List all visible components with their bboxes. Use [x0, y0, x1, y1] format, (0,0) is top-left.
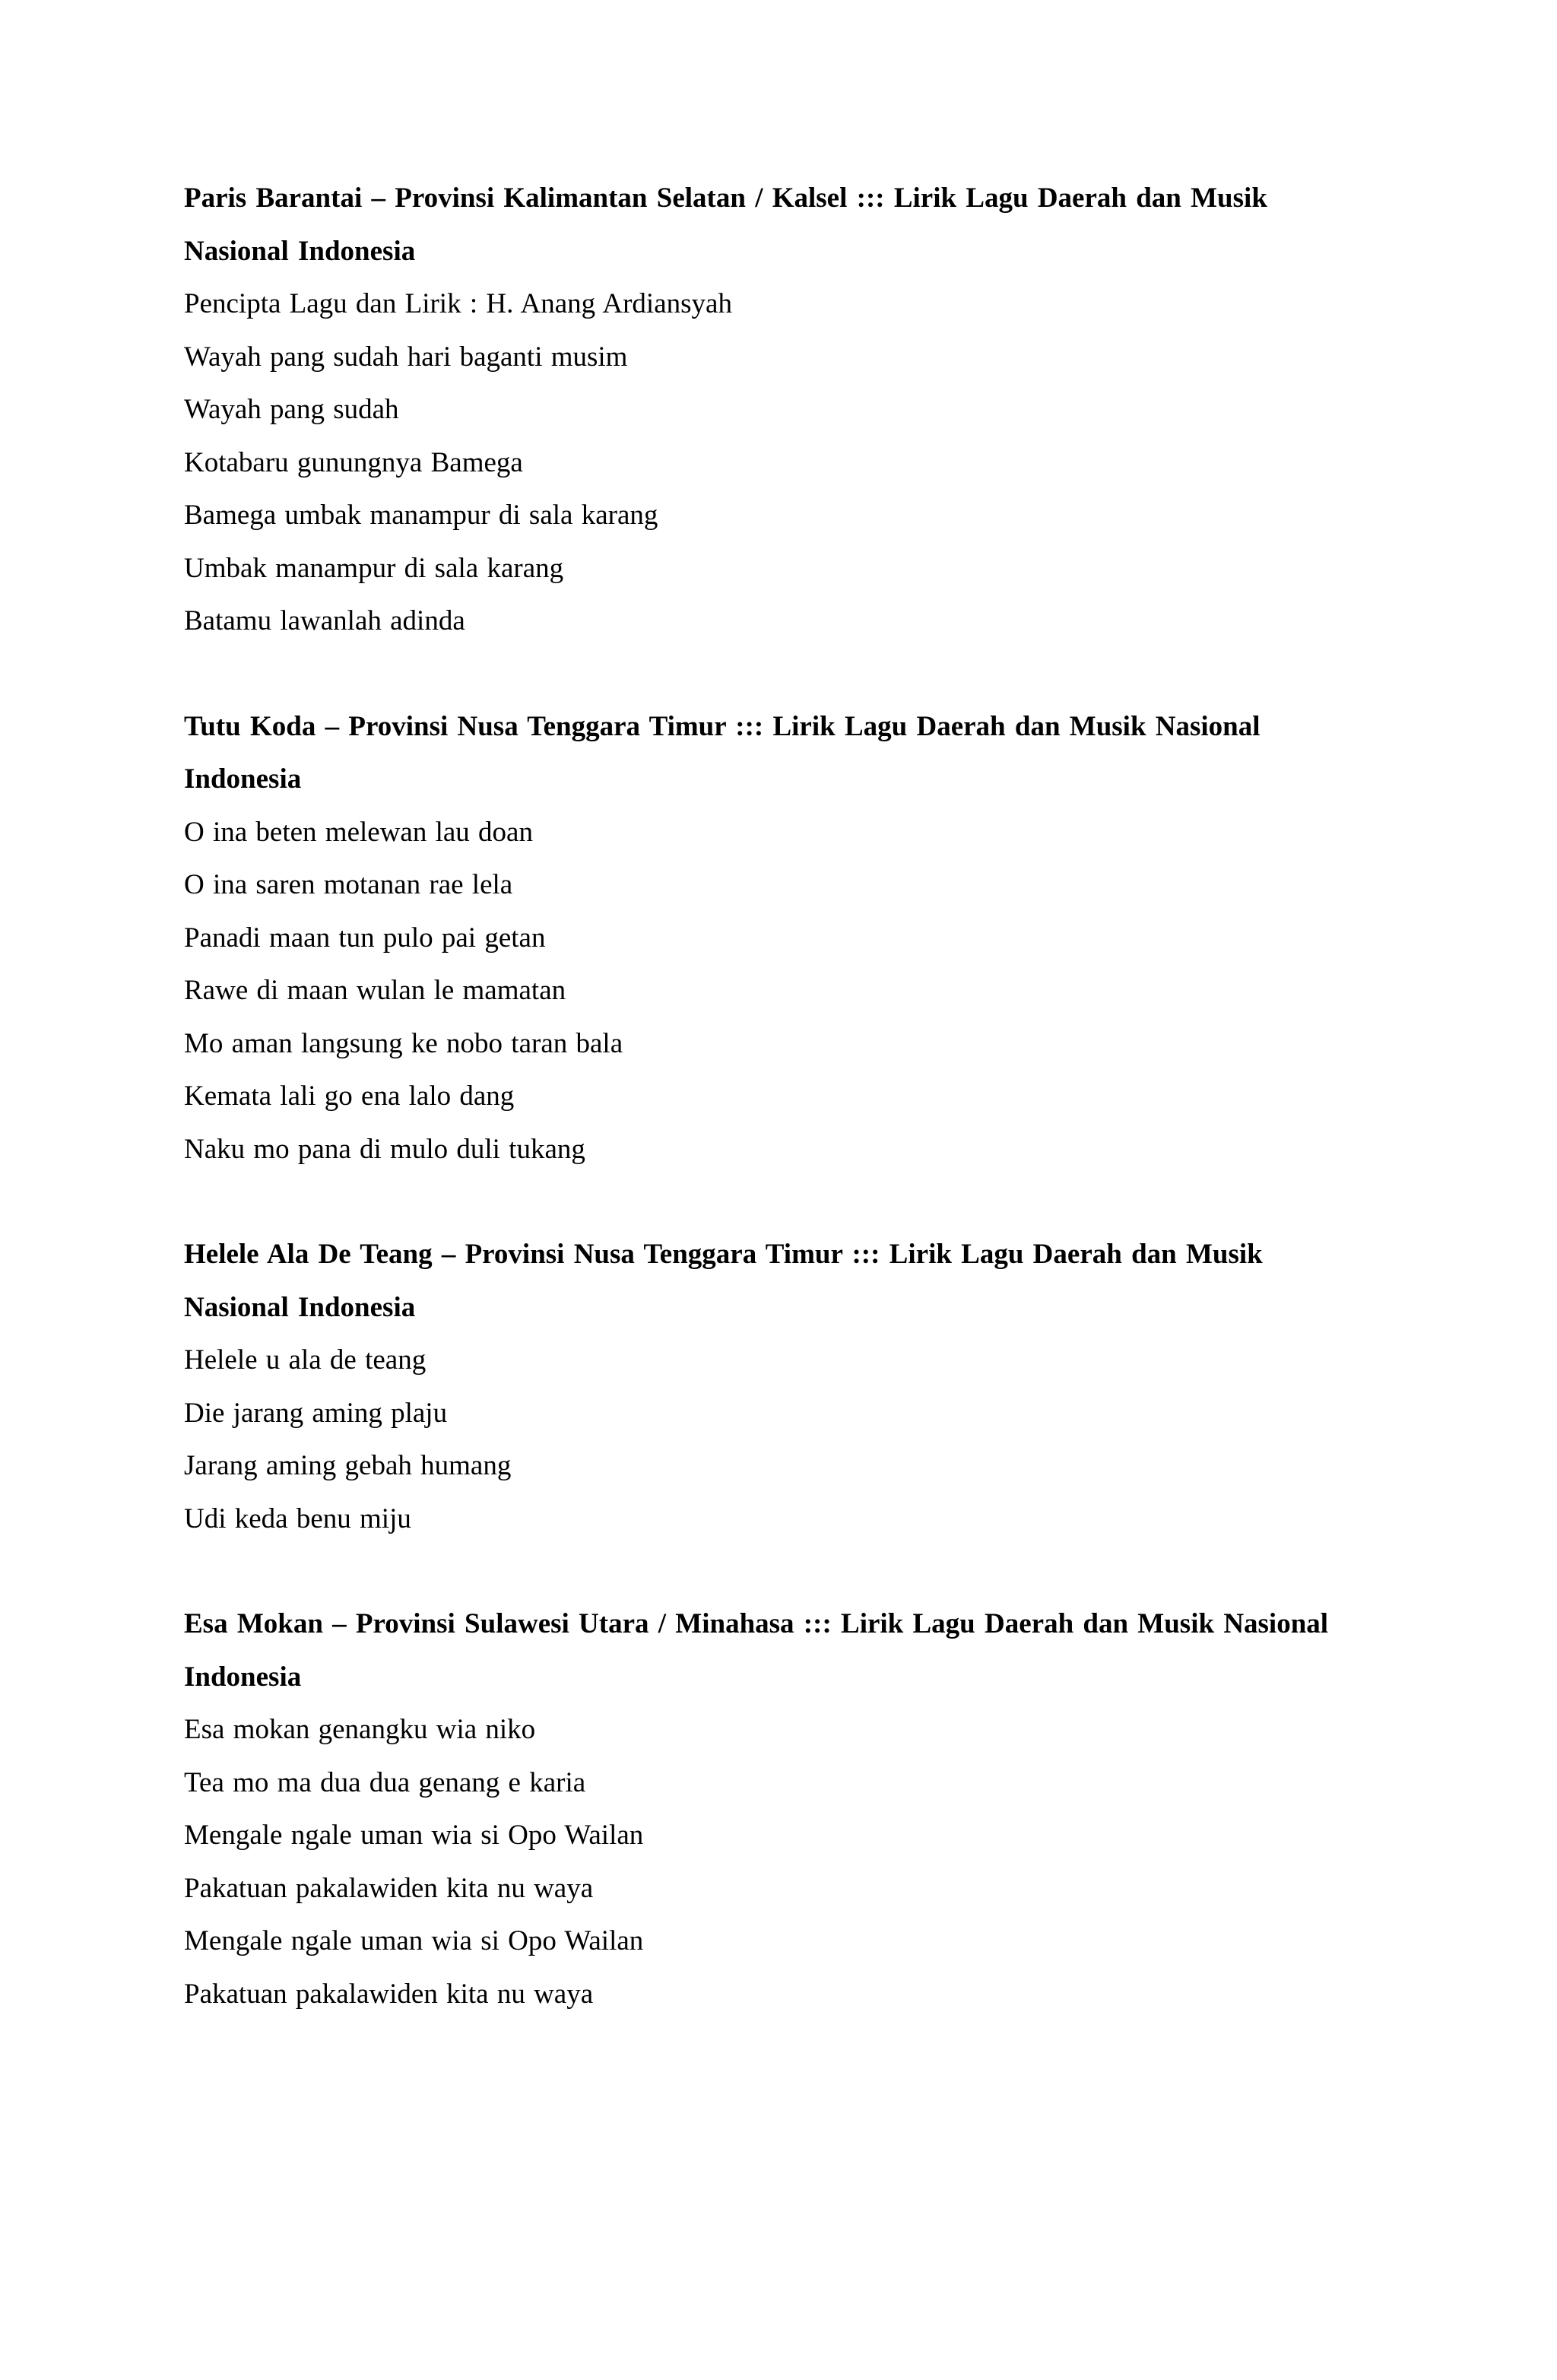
lyric-line: Tea mo ma dua dua genang e karia	[184, 1766, 586, 1798]
lyric-line: O ina beten melewan lau doan	[184, 816, 533, 848]
lyric-line: Die jarang aming plaju	[184, 1397, 448, 1429]
song-section-helele-ala-de-teang	[184, 1228, 1370, 1545]
document-page	[184, 172, 1370, 2073]
song-section-paris-barantai	[184, 172, 1370, 648]
lyric-line: Bamega umbak manampur di sala karang	[184, 500, 658, 531]
lyric-line: Mengale ngale uman wia si Opo Wailan	[184, 1820, 644, 1851]
song-title: Paris Barantai – Provinsi Kalimantan Selatan / Kalsel ::: Lirik Lagu Daerah dan Musik Nasional Indonesia	[184, 182, 1267, 267]
lyric-line: Umbak manampur di sala karang	[184, 552, 564, 584]
lyric-line: Panadi maan tun pulo pai getan	[184, 922, 546, 954]
song-section-tutu-koda	[184, 700, 1370, 1176]
lyric-line: Mengale ngale uman wia si Opo Wailan	[184, 1925, 644, 1956]
lyric-line: Pakatuan pakalawiden kita nu waya	[184, 1978, 594, 2010]
lyric-line: Batamu lawanlah adinda	[184, 605, 465, 636]
lyric-line: Wayah pang sudah hari baganti musim	[184, 341, 628, 373]
lyric-line: Kemata lali go ena lalo dang	[184, 1081, 515, 1112]
song-title: Esa Mokan – Provinsi Sulawesi Utara / Minahasa ::: Lirik Lagu Daerah dan Musik Nasional Indonesia	[184, 1608, 1329, 1693]
lyric-line: Helele u ala de teang	[184, 1344, 427, 1376]
lyric-line: Kotabaru gunungnya Bamega	[184, 446, 523, 478]
lyric-line: Rawe di maan wulan le mamatan	[184, 975, 566, 1006]
lyric-line: Mo aman langsung ke nobo taran bala	[184, 1027, 623, 1059]
song-title: Tutu Koda – Provinsi Nusa Tenggara Timur ::: Lirik Lagu Daerah dan Musik Nasional Indonesia	[184, 710, 1261, 795]
lyric-line: Pakatuan pakalawiden kita nu waya	[184, 1872, 594, 1904]
lyric-line: O ina saren motanan rae lela	[184, 869, 513, 900]
lyric-line: Jarang aming gebah humang	[184, 1450, 512, 1481]
lyric-line: Naku mo pana di mulo duli tukang	[184, 1133, 585, 1165]
lyric-line: Esa mokan genangku wia niko	[184, 1714, 536, 1745]
song-section-esa-mokan	[184, 1598, 1370, 2020]
lyric-line: Wayah pang sudah	[184, 394, 399, 425]
lyric-line: Udi keda benu miju	[184, 1503, 411, 1534]
song-title: Helele Ala De Teang – Provinsi Nusa Tenggara Timur ::: Lirik Lagu Daerah dan Musik Nasional Indonesia	[184, 1239, 1263, 1323]
lyric-line: Pencipta Lagu dan Lirik : H. Anang Ardiansyah	[184, 288, 732, 319]
